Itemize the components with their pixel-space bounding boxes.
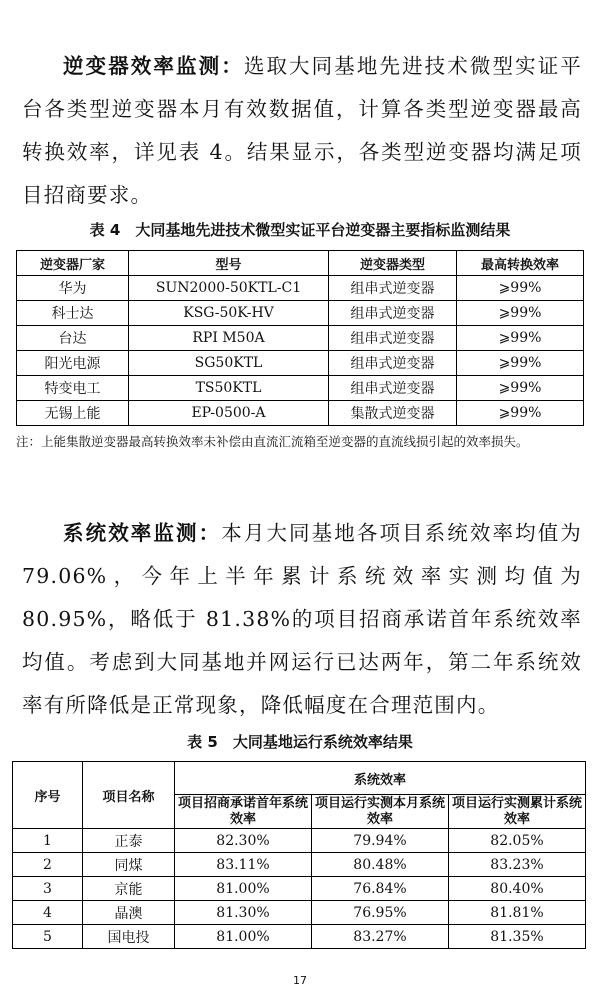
table5-caption: 表 5 大同基地运行系统效率结果: [187, 733, 413, 751]
table-cell: 晶澳: [83, 901, 175, 925]
table-row: [13, 853, 586, 877]
table4-header-efficiency: 最高转换效率: [457, 251, 584, 276]
table5-header-seq: 序号: [13, 762, 83, 829]
table-row: [17, 351, 584, 376]
table-row: [17, 376, 584, 401]
table-cell: 组串式逆变器: [329, 351, 457, 376]
table5-header-row: [13, 762, 586, 795]
table-cell: 76.95%: [312, 901, 449, 925]
table-cell: 76.84%: [312, 877, 449, 901]
table-cell: 81.35%: [449, 925, 586, 949]
table-cell: 83.27%: [312, 925, 449, 949]
table-cell: 组串式逆变器: [329, 326, 457, 351]
table4-header-type: 逆变器类型: [329, 251, 457, 276]
table-cell: 京能: [83, 877, 175, 901]
table-cell: 台达: [17, 326, 129, 351]
table5-subheader-month: 项目运行实测本月系统效率: [312, 795, 449, 829]
paragraph-system-efficiency: [22, 512, 582, 727]
table-cell: 阳光电源: [17, 351, 129, 376]
table-cell: 正泰: [83, 829, 175, 853]
table-cell: 组串式逆变器: [329, 276, 457, 301]
table-row: [13, 901, 586, 925]
table-cell: 81.30%: [175, 901, 312, 925]
table-cell: ⩾99%: [457, 326, 584, 351]
table-cell: 同煤: [83, 853, 175, 877]
table-cell: 科士达: [17, 301, 129, 326]
table-row: [17, 326, 584, 351]
table4-header-model: 型号: [129, 251, 329, 276]
table-cell: 1: [13, 829, 83, 853]
table-cell: 80.40%: [449, 877, 586, 901]
table-cell: 3: [13, 877, 83, 901]
table-cell: 83.11%: [175, 853, 312, 877]
table-cell: ⩾99%: [457, 351, 584, 376]
table-cell: EP-0500-A: [129, 401, 329, 426]
table-row: [13, 829, 586, 853]
table-cell: 2: [13, 853, 83, 877]
table4-caption: 表 4 大同基地先进技术微型实证平台逆变器主要指标监测结果: [89, 221, 511, 239]
table-cell: SG50KTL: [129, 351, 329, 376]
body-system-efficiency: 本月大同基地各项目系统效率均值为 79.06%，今年上半年累计系统效率实测均值为 80.95%，略低于 81.38%的项目招商承诺首年系统效率均值。考虑到大同基地并网运行已达两年，第二年系统效率有所降低是正常现象，降低幅度在合理范围内。: [22, 521, 582, 717]
table-cell: RPI M50A: [129, 326, 329, 351]
heading-inverter-efficiency: 逆变器效率监测：: [63, 54, 244, 78]
table-cell: 80.48%: [312, 853, 449, 877]
table-cell: ⩾99%: [457, 376, 584, 401]
table5-subheader-cumulative: 项目运行实测累计系统效率: [449, 795, 586, 829]
table-cell: 81.00%: [175, 925, 312, 949]
table4: [16, 250, 584, 426]
table5-header-group: 系统效率: [175, 762, 586, 795]
table-cell: 组串式逆变器: [329, 301, 457, 326]
table-cell: ⩾99%: [457, 301, 584, 326]
table-cell: 82.30%: [175, 829, 312, 853]
table-row: [17, 276, 584, 301]
table-cell: KSG-50K-HV: [129, 301, 329, 326]
page-number: 17: [293, 974, 307, 987]
table-row: [13, 925, 586, 949]
table-cell: 83.23%: [449, 853, 586, 877]
heading-system-efficiency: 系统效率监测：: [63, 521, 222, 545]
table-cell: 特变电工: [17, 376, 129, 401]
table5: [12, 761, 586, 949]
table4-header-row: [17, 251, 584, 276]
table5-subheader-promised: 项目招商承诺首年系统效率: [175, 795, 312, 829]
table-cell: 5: [13, 925, 83, 949]
table-cell: SUN2000-50KTL-C1: [129, 276, 329, 301]
table-cell: ⩾99%: [457, 401, 584, 426]
body-inverter-efficiency: 选取大同基地先进技术微型实证平台各类型逆变器本月有效数据值，计算各类型逆变器最高转换效率，详见表 4。结果显示，各类型逆变器均满足项目招商要求。: [22, 54, 583, 207]
table4-header-manufacturer: 逆变器厂家: [17, 251, 129, 276]
table-cell: 81.81%: [449, 901, 586, 925]
table-row: [17, 301, 584, 326]
table-cell: 82.05%: [449, 829, 586, 853]
table-cell: 4: [13, 901, 83, 925]
table-cell: 无锡上能: [17, 401, 129, 426]
table-cell: 国电投: [83, 925, 175, 949]
table-row: [17, 401, 584, 426]
table-cell: 79.94%: [312, 829, 449, 853]
table-row: [13, 877, 586, 901]
table-cell: 集散式逆变器: [329, 401, 457, 426]
table-cell: 华为: [17, 276, 129, 301]
table4-note: 注：上能集散逆变器最高转换效率未补偿由直流汇流箱至逆变器的直流线损引起的效率损失。: [16, 434, 529, 449]
table5-header-name: 项目名称: [83, 762, 175, 829]
table-cell: 81.00%: [175, 877, 312, 901]
table-cell: ⩾99%: [457, 276, 584, 301]
table-cell: TS50KTL: [129, 376, 329, 401]
paragraph-inverter-efficiency: [22, 45, 582, 217]
table-cell: 组串式逆变器: [329, 376, 457, 401]
